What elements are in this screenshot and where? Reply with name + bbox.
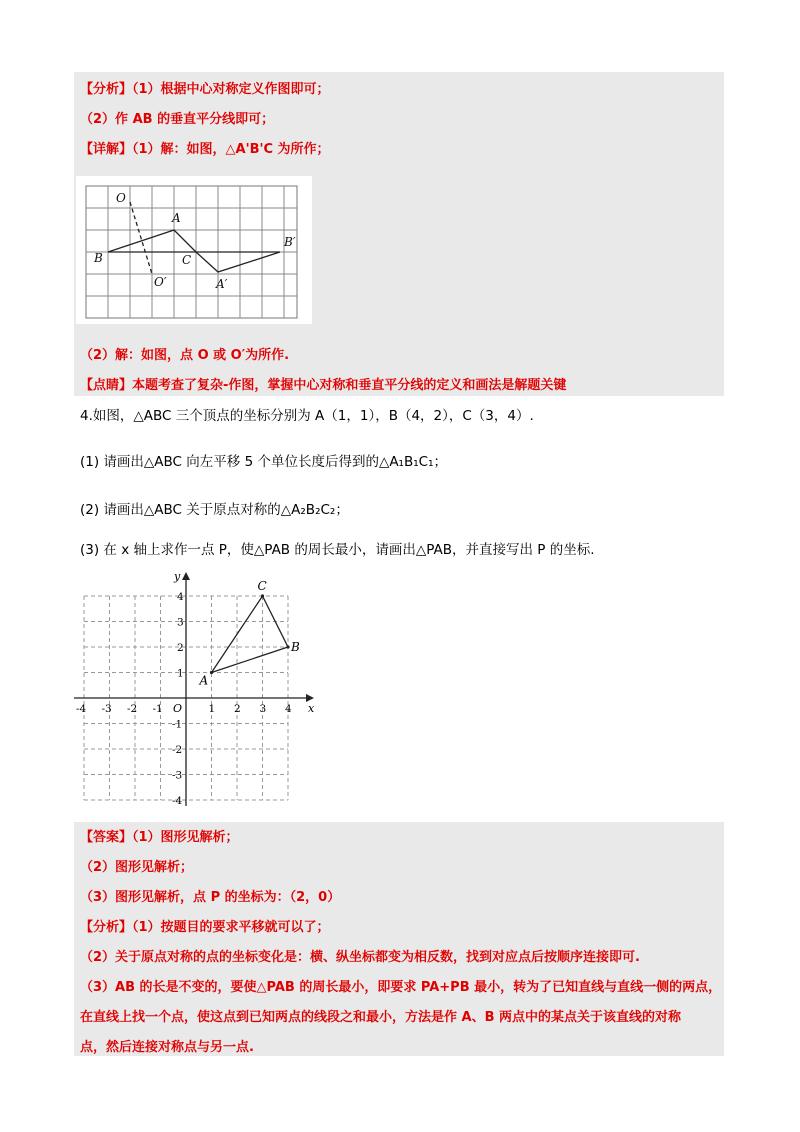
point-label-B: B	[291, 640, 300, 654]
label-C: C	[182, 253, 192, 267]
detail-line-2: （2）解：如图，点 O 或 O′为所作.	[80, 348, 290, 363]
y-axis-label: y	[174, 570, 181, 583]
y-tick-label: -4	[172, 795, 183, 806]
question-3: (3) 在 x 轴上求作一点 P，使△PAB 的周长最小，请画出△PAB，并直接写出 P 的坐标.	[80, 542, 595, 558]
analysis2-line-1: 【分析】（1）按题目的要求平移就可以了；	[80, 920, 330, 935]
point-label-C: C	[257, 579, 267, 593]
origin-label: O	[173, 702, 183, 715]
question-2: (2) 请画出△ABC 关于原点对称的△A₂B₂C₂；	[80, 502, 349, 518]
analysis2-line-4: 在直线上找一个点，使这点到已知两点的线段之和最小，方法是作 A、B 两点中的某点关于该直线的对称	[80, 1010, 682, 1025]
triangle-abc	[212, 596, 289, 673]
question-1: (1) 请画出△ABC 向左平移 5 个单位长度后得到的△A₁B₁C₁；	[80, 454, 447, 470]
answer-line-2: （2）图形见解析；	[80, 860, 194, 875]
analysis2-line-3: （3）AB 的长是不变的，要使△PAB 的周长最小，即要求 PA+PB 最小，转为了已知直线与直线一侧的两点，	[80, 980, 722, 995]
analysis2-line-5: 点，然后连接对称点与另一点.	[80, 1040, 254, 1055]
x-tick-label: 1	[208, 703, 216, 715]
x-tick-label: 2	[234, 703, 241, 715]
x-tick-label: -2	[127, 703, 138, 715]
point-A	[210, 671, 213, 674]
x-tick-label: -4	[76, 703, 87, 715]
y-tick-label: 3	[177, 616, 184, 629]
y-tick-label: 2	[177, 642, 184, 654]
label-B: B	[94, 251, 103, 265]
coordinate-chart	[70, 566, 320, 806]
comment-line: 【点睛】本题考查了复杂-作图，掌握中心对称和垂直平分线的定义和画法是解题关键	[80, 378, 567, 393]
x-tick-label: 3	[259, 703, 267, 715]
x-axis-label: x	[308, 702, 315, 715]
answer-line-3: （3）图形见解析，点 P 的坐标为：（2，0）	[80, 890, 341, 905]
point-B	[286, 645, 289, 648]
problem-stem: 4.如图，△ABC 三个顶点的坐标分别为 A（1，1），B（4，2），C（3，4）.	[80, 408, 534, 424]
analysis-line-2: （2）作 AB 的垂直平分线即可；	[80, 112, 275, 127]
grid-figure-1	[76, 176, 312, 324]
label-A: A	[172, 211, 181, 225]
y-tick-label: -3	[172, 769, 183, 782]
label-O: O	[116, 191, 126, 205]
x-tick-label: 4	[285, 703, 292, 715]
answer-line-1: 【答案】（1）图形见解析；	[80, 830, 239, 845]
y-tick-label: 4	[177, 591, 184, 603]
point-C	[261, 594, 264, 597]
y-tick-label: -1	[172, 718, 183, 731]
x-axis-arrow	[306, 694, 314, 702]
analysis2-line-2: （2）关于原点对称的点的坐标变化是：横、纵坐标都变为相反数，找到对应点后按顺序连接即可.	[80, 950, 640, 965]
point-label-A: A	[199, 673, 209, 688]
x-tick-label: -3	[101, 703, 112, 715]
label-B-prime: B′	[284, 235, 296, 249]
x-tick-label: -1	[152, 703, 163, 715]
label-O-prime: O′	[154, 275, 167, 289]
y-tick-label: -2	[172, 744, 183, 756]
detail-line-1: 【详解】（1）解：如图，△A'B'C 为所作；	[80, 142, 330, 157]
y-tick-label: 1	[177, 667, 184, 680]
coordinate-svg	[70, 566, 320, 806]
analysis-line-1: 【分析】（1）根据中心对称定义作图即可；	[80, 82, 330, 97]
label-A-prime: A′	[216, 277, 228, 291]
figure-central-symmetry	[76, 176, 312, 324]
y-axis-arrow	[182, 572, 190, 580]
